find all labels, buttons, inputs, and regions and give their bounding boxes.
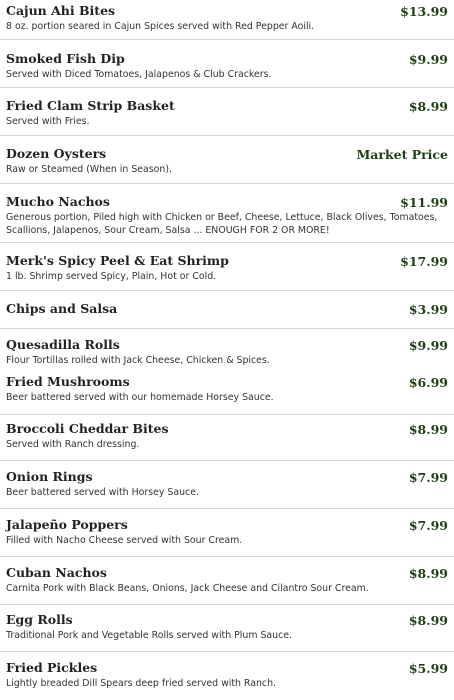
item-description: Raw or Steamed (When in Season). bbox=[6, 164, 172, 175]
item-price: $8.99 bbox=[408, 566, 448, 581]
menu-item-fried-clam-strip-basket bbox=[0, 98, 454, 136]
item-name: Egg Rolls bbox=[6, 612, 73, 627]
menu-item-cuban-nachos bbox=[0, 565, 454, 605]
item-name: Fried Pickles bbox=[6, 660, 98, 675]
item-name: Dozen Oysters bbox=[6, 146, 107, 161]
item-description: Generous portion, Piled high with Chicken or Beef, Cheese, Lettuce, Black Olives, Tomatoes, bbox=[6, 212, 438, 223]
menu-item-broccoli-cheddar-bites bbox=[0, 421, 454, 461]
menu-item-smoked-fish-dip bbox=[0, 51, 454, 88]
item-description: Filled with Nacho Cheese served with Sour Cream. bbox=[6, 535, 243, 546]
menu-item-chips-and-salsa bbox=[0, 301, 454, 329]
item-description-line-2: Scallions, Jalapenos, Sour Cream, Salsa ... ENOUGH FOR 2 OR MORE! bbox=[6, 225, 330, 236]
menu-item-dozen-oysters bbox=[0, 146, 454, 184]
menu-item-fried-pickles bbox=[0, 660, 454, 698]
item-price: $5.99 bbox=[408, 661, 448, 676]
menu-item-fried-mushrooms bbox=[0, 374, 454, 415]
item-description: Carnita Pork with Black Beans, Onions, Jack Cheese and Cilantro Sour Cream. bbox=[6, 583, 369, 594]
item-description: Flour Tortillas rolled with Jack Cheese, Chicken & Spices. bbox=[6, 355, 270, 366]
item-price: $7.99 bbox=[408, 518, 448, 533]
item-price: $8.99 bbox=[408, 422, 448, 437]
item-price: $9.99 bbox=[408, 52, 448, 67]
item-price: $9.99 bbox=[408, 338, 448, 353]
item-description: Served with Fries. bbox=[6, 116, 90, 127]
item-price: $11.99 bbox=[400, 195, 448, 210]
menu-item-onion-rings bbox=[0, 469, 454, 509]
item-price: $6.99 bbox=[408, 375, 448, 390]
item-price: $13.99 bbox=[400, 4, 448, 19]
menu-item-mucho-nachos bbox=[0, 194, 454, 243]
item-description: 1 lb. Shrimp served Spicy, Plain, Hot or Cold. bbox=[6, 271, 217, 282]
item-description: 8 oz. portion seared in Cajun Spices served with Red Pepper Aoili. bbox=[6, 21, 315, 32]
item-name: Cajun Ahi Bites bbox=[6, 3, 116, 18]
item-name: Fried Mushrooms bbox=[6, 374, 130, 389]
item-name: Chips and Salsa bbox=[6, 301, 118, 316]
item-price: $17.99 bbox=[400, 254, 448, 269]
menu-item-spicy-peel-eat-shrimp bbox=[0, 253, 454, 291]
item-description: Lightly breaded Dill Spears deep fried served with Ranch. bbox=[6, 678, 277, 689]
item-description: Served with Diced Tomatoes, Jalapenos & Club Crackers. bbox=[6, 69, 272, 80]
item-name: Mucho Nachos bbox=[6, 194, 110, 209]
item-name: Merk's Spicy Peel & Eat Shrimp bbox=[6, 253, 229, 268]
item-description: Traditional Pork and Vegetable Rolls served with Plum Sauce. bbox=[6, 630, 292, 641]
menu-item-quesadilla-rolls bbox=[0, 337, 454, 371]
menu-item-jalapeno-poppers bbox=[0, 517, 454, 557]
item-name: Broccoli Cheddar Bites bbox=[6, 421, 169, 436]
item-name: Smoked Fish Dip bbox=[6, 51, 125, 66]
menu-item-egg-rolls bbox=[0, 612, 454, 652]
item-price: $3.99 bbox=[408, 302, 448, 317]
item-description: Served with Ranch dressing. bbox=[6, 439, 140, 450]
item-name: Quesadilla Rolls bbox=[6, 337, 120, 352]
item-description: Beer battered served with Horsey Sauce. bbox=[6, 487, 199, 498]
item-name: Onion Rings bbox=[6, 469, 93, 484]
item-name: Jalapeño Poppers bbox=[6, 517, 128, 532]
item-name: Fried Clam Strip Basket bbox=[6, 98, 175, 113]
item-price: $8.99 bbox=[408, 99, 448, 114]
item-price: $7.99 bbox=[408, 470, 448, 485]
item-name: Cuban Nachos bbox=[6, 565, 107, 580]
item-description: Beer battered served with our homemade Horsey Sauce. bbox=[6, 392, 274, 403]
item-price: $8.99 bbox=[408, 613, 448, 628]
menu-item-cajun-ahi-bites bbox=[0, 3, 454, 40]
item-price: Market Price bbox=[356, 147, 448, 162]
